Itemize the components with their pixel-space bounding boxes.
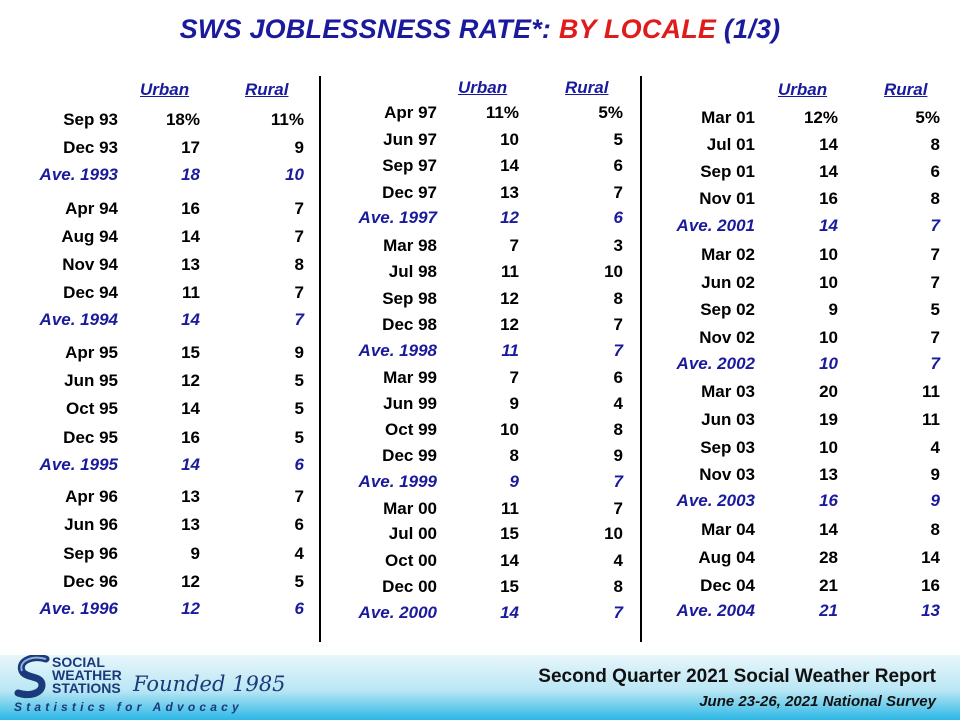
- urban-value: 10: [819, 354, 838, 373]
- rural-value: 9: [294, 343, 304, 362]
- period-label: Jul 00: [388, 524, 437, 543]
- rural-value: 8: [613, 289, 623, 308]
- urban-value: 12: [500, 289, 519, 308]
- period-label: Oct 95: [66, 399, 118, 418]
- rural-value: 5%: [598, 103, 623, 122]
- rural-value: 6: [294, 455, 304, 474]
- rural-value: 6: [294, 515, 304, 534]
- title-part: (1/3): [716, 14, 781, 44]
- period-label: Dec 99: [382, 446, 437, 465]
- survey-date: June 23-26, 2021 National Survey: [699, 693, 936, 710]
- rural-value: 8: [930, 135, 940, 154]
- rural-value: 4: [613, 551, 623, 570]
- urban-value: 9: [509, 472, 519, 491]
- title-main: SWS JOBLESSNESS RATE*:: [179, 14, 559, 44]
- period-label: Dec 98: [382, 315, 437, 334]
- urban-value: 21: [819, 576, 838, 595]
- urban-value: 17: [181, 138, 200, 157]
- urban-value: 13: [500, 183, 519, 202]
- rural-value: 8: [930, 520, 940, 539]
- average-label: Ave. 2003: [676, 491, 755, 510]
- rural-value: 5: [294, 399, 304, 418]
- rural-value: 16: [921, 576, 940, 595]
- average-label: Ave. 1998: [358, 341, 437, 360]
- rural-value: 6: [930, 162, 940, 181]
- period-label: Sep 93: [63, 110, 118, 129]
- rural-value: 7: [294, 227, 304, 246]
- urban-value: 14: [181, 399, 200, 418]
- column-divider-1: [319, 76, 321, 642]
- rural-value: 13: [921, 601, 940, 620]
- urban-value: 18: [181, 165, 200, 184]
- col3-header-rural: Rural: [884, 80, 928, 99]
- rural-value: 7: [294, 283, 304, 302]
- rural-value: 8: [294, 255, 304, 274]
- urban-value: 16: [819, 491, 838, 510]
- urban-value: 14: [819, 520, 838, 539]
- period-label: Sep 02: [700, 300, 755, 319]
- urban-value: 13: [181, 487, 200, 506]
- rural-value: 9: [930, 465, 940, 484]
- urban-value: 10: [500, 130, 519, 149]
- period-label: Dec 96: [63, 572, 118, 591]
- period-label: Sep 97: [382, 156, 437, 175]
- logo-founded: Founded 1985: [133, 672, 286, 696]
- rural-value: 6: [613, 156, 623, 175]
- urban-value: 15: [181, 343, 200, 362]
- rural-value: 7: [930, 354, 940, 373]
- period-label: Nov 94: [62, 255, 118, 274]
- rural-value: 5: [294, 572, 304, 591]
- period-label: Oct 99: [385, 420, 437, 439]
- rural-value: 5: [930, 300, 940, 319]
- rural-value: 5: [613, 130, 623, 149]
- rural-value: 8: [613, 420, 623, 439]
- urban-value: 16: [819, 189, 838, 208]
- period-label: Jun 03: [701, 410, 755, 429]
- rural-value: 9: [930, 491, 940, 510]
- urban-value: 14: [500, 551, 519, 570]
- rural-value: 10: [285, 165, 304, 184]
- period-label: Apr 96: [65, 487, 118, 506]
- average-label: Ave. 1996: [39, 599, 118, 618]
- period-label: Apr 97: [384, 103, 437, 122]
- col1-header-rural: Rural: [245, 80, 289, 99]
- rural-value: 7: [613, 603, 623, 622]
- col2-header-rural: Rural: [565, 78, 609, 97]
- period-label: Mar 01: [701, 108, 755, 127]
- urban-value: 14: [500, 603, 519, 622]
- period-label: Dec 00: [382, 577, 437, 596]
- urban-value: 11: [501, 262, 519, 281]
- period-label: Aug 04: [698, 548, 755, 567]
- average-label: Ave. 2001: [676, 216, 755, 235]
- urban-value: 11: [182, 283, 200, 302]
- urban-value: 12: [181, 371, 200, 390]
- rural-value: 7: [930, 273, 940, 292]
- urban-value: 10: [819, 245, 838, 264]
- urban-value: 28: [819, 548, 838, 567]
- sws-logo-icon: [12, 655, 52, 699]
- period-label: Dec 97: [382, 183, 437, 202]
- period-label: Oct 00: [385, 551, 437, 570]
- period-label: Jun 02: [701, 273, 755, 292]
- period-label: Nov 03: [699, 465, 755, 484]
- period-label: Mar 02: [701, 245, 755, 264]
- average-label: Ave. 1994: [39, 310, 118, 329]
- rural-value: 9: [613, 446, 623, 465]
- rural-value: 7: [613, 183, 623, 202]
- urban-value: 20: [819, 382, 838, 401]
- urban-value: 14: [500, 156, 519, 175]
- urban-value: 10: [819, 273, 838, 292]
- period-label: Nov 01: [699, 189, 755, 208]
- urban-value: 8: [509, 446, 519, 465]
- column-divider-2: [640, 76, 642, 642]
- period-label: Jun 97: [383, 130, 437, 149]
- period-label: Dec 94: [63, 283, 118, 302]
- urban-value: 12: [500, 208, 519, 227]
- rural-value: 7: [613, 315, 623, 334]
- rural-value: 7: [294, 199, 304, 218]
- rural-value: 10: [604, 524, 623, 543]
- period-label: Jul 01: [706, 135, 755, 154]
- col1-header-urban: Urban: [140, 80, 190, 99]
- urban-value: 9: [190, 544, 200, 563]
- title-highlight: BY LOCALE: [558, 14, 717, 44]
- urban-value: 10: [819, 328, 838, 347]
- period-label: Sep 03: [700, 438, 755, 457]
- rural-value: 5%: [915, 108, 940, 127]
- urban-value: 12%: [803, 108, 838, 127]
- rural-value: 7: [294, 487, 304, 506]
- rural-value: 4: [930, 438, 940, 457]
- urban-value: 19: [819, 410, 838, 429]
- urban-value: 12: [181, 572, 200, 591]
- urban-value: 7: [509, 368, 519, 387]
- urban-value: 10: [819, 438, 838, 457]
- urban-value: 14: [819, 216, 838, 235]
- urban-value: 13: [181, 515, 200, 534]
- rural-value: 9: [294, 138, 304, 157]
- urban-value: 14: [181, 455, 200, 474]
- rural-value: 7: [930, 216, 940, 235]
- urban-value: 12: [181, 599, 200, 618]
- rural-value: 11: [922, 410, 940, 429]
- logo-name-line: SOCIAL: [52, 654, 105, 670]
- col3-header-urban: Urban: [778, 80, 828, 99]
- logo-tagline: Statistics for Advocacy: [14, 700, 243, 714]
- period-label: Mar 98: [383, 236, 437, 255]
- urban-value: 21: [819, 601, 838, 620]
- rural-value: 8: [930, 189, 940, 208]
- period-label: Jul 98: [388, 262, 437, 281]
- rural-value: 7: [930, 245, 940, 264]
- urban-value: 11%: [485, 103, 519, 122]
- rural-value: 14: [921, 548, 940, 567]
- rural-value: 7: [294, 310, 304, 329]
- rural-value: 7: [613, 499, 623, 518]
- period-label: Jun 99: [383, 394, 437, 413]
- average-label: Ave. 2000: [358, 603, 437, 622]
- rural-value: 6: [613, 208, 623, 227]
- urban-value: 9: [828, 300, 838, 319]
- report-title: Second Quarter 2021 Social Weather Report: [538, 666, 936, 687]
- urban-value: 13: [819, 465, 838, 484]
- urban-value: 14: [819, 162, 838, 181]
- period-label: Dec 93: [63, 138, 118, 157]
- average-label: Ave. 2002: [676, 354, 755, 373]
- rural-value: 4: [294, 544, 304, 563]
- urban-value: 14: [181, 310, 200, 329]
- col2-header-urban: Urban: [458, 78, 508, 97]
- urban-value: 9: [509, 394, 519, 413]
- period-label: Mar 04: [701, 520, 755, 539]
- page-title: [0, 14, 960, 45]
- period-label: Apr 94: [65, 199, 118, 218]
- rural-value: 5: [294, 371, 304, 390]
- rural-value: 6: [613, 368, 623, 387]
- rural-value: 7: [613, 472, 623, 491]
- average-label: Ave. 1997: [358, 208, 437, 227]
- period-label: Mar 03: [701, 382, 755, 401]
- rural-value: 5: [294, 428, 304, 447]
- logo-name-line: STATIONS: [52, 680, 121, 696]
- period-label: Nov 02: [699, 328, 755, 347]
- urban-value: 15: [500, 524, 519, 543]
- average-label: Ave. 1999: [358, 472, 437, 491]
- period-label: Dec 04: [700, 576, 755, 595]
- urban-value: 16: [181, 428, 200, 447]
- rural-value: 7: [613, 341, 623, 360]
- rural-value: 10: [604, 262, 623, 281]
- logo-name-line: WEATHER: [52, 667, 122, 683]
- urban-value: 7: [509, 236, 519, 255]
- urban-value: 12: [500, 315, 519, 334]
- urban-value: 16: [181, 199, 200, 218]
- rural-value: 8: [613, 577, 623, 596]
- average-label: Ave. 1993: [39, 165, 118, 184]
- urban-value: 15: [500, 577, 519, 596]
- period-label: Mar 99: [383, 368, 437, 387]
- period-label: Sep 98: [382, 289, 437, 308]
- logo-name: [52, 656, 122, 695]
- period-label: Mar 00: [383, 499, 437, 518]
- urban-value: 14: [181, 227, 200, 246]
- period-label: Aug 94: [61, 227, 118, 246]
- urban-value: 11: [501, 341, 519, 360]
- average-label: Ave. 2004: [676, 601, 755, 620]
- urban-value: 18%: [165, 110, 200, 129]
- average-label: Ave. 1995: [39, 455, 118, 474]
- urban-value: 14: [819, 135, 838, 154]
- period-label: Sep 96: [63, 544, 118, 563]
- period-label: Jun 95: [64, 371, 118, 390]
- rural-value: 3: [613, 236, 623, 255]
- rural-value: 7: [930, 328, 940, 347]
- urban-value: 10: [500, 420, 519, 439]
- period-label: Apr 95: [65, 343, 118, 362]
- period-label: Jun 96: [64, 515, 118, 534]
- rural-value: 6: [294, 599, 304, 618]
- rural-value: 11: [922, 382, 940, 401]
- rural-value: 4: [613, 394, 623, 413]
- period-label: Sep 01: [700, 162, 755, 181]
- rural-value: 11%: [270, 110, 304, 129]
- urban-value: 11: [501, 499, 519, 518]
- period-label: Dec 95: [63, 428, 118, 447]
- urban-value: 13: [181, 255, 200, 274]
